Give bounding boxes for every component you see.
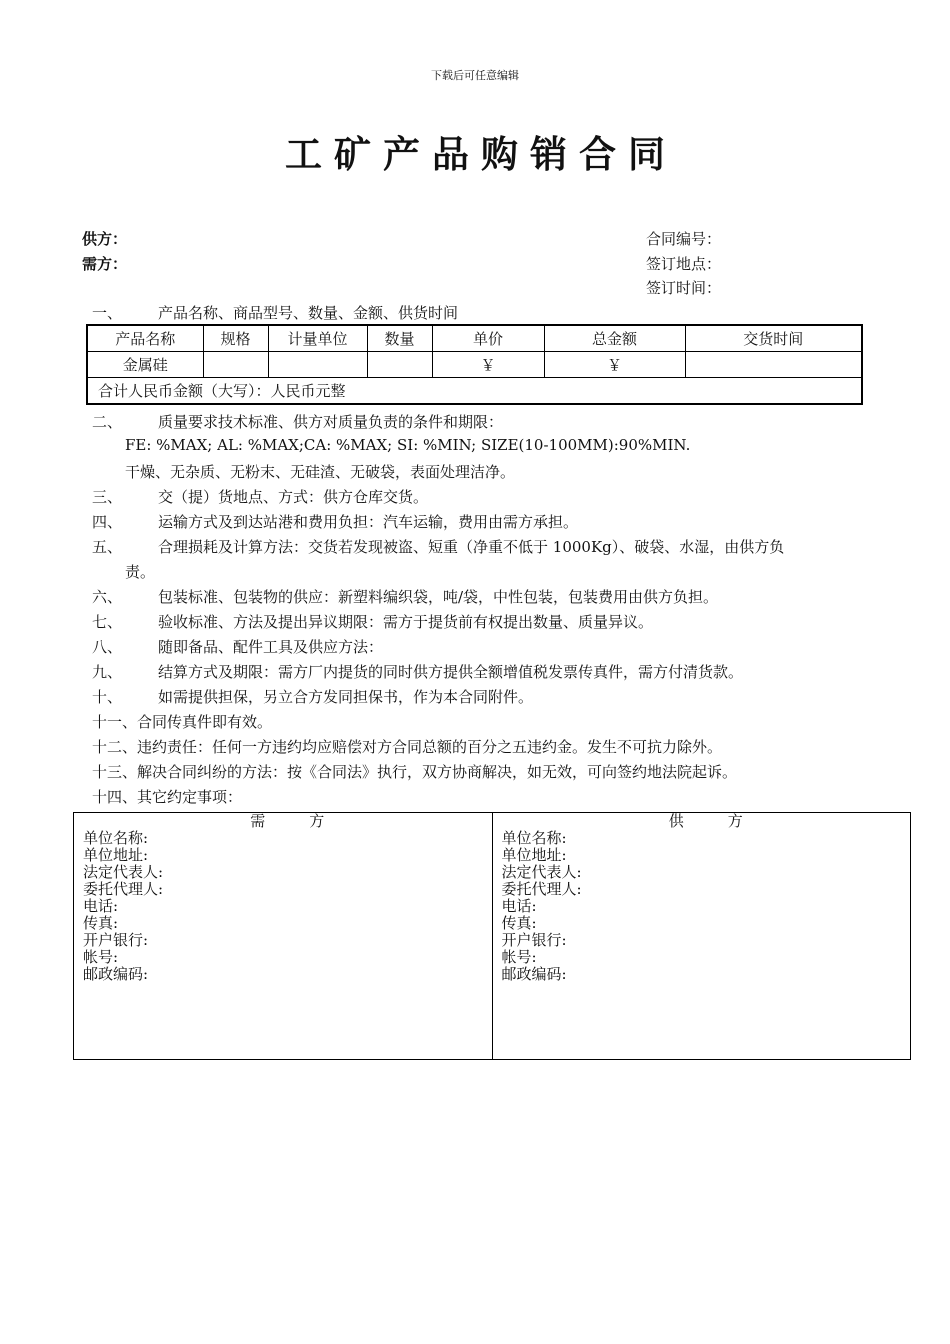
header-cell: 产品名称 [87,325,203,352]
section-text: 质量要求技术标准、供方对质量负责的条件和期限： [158,413,504,431]
section-text: 包装标准、包装物的供应：新塑料编织袋，吨/袋，中性包装，包装费用由供方负担。 [158,588,719,606]
section-number: 五、 [92,538,123,556]
field-postcode: 邮政编码: [83,965,149,983]
table-cell: ￥ [432,352,544,378]
field-legal-rep: 法定代表人: [83,863,164,881]
signature-table [73,812,911,1060]
header-cell: 单价 [432,325,544,352]
table-cell: 金属硅 [87,352,203,378]
heading-char: 方 [727,812,743,830]
contract-number-label: 合同编号： [646,230,722,248]
supplier-party-block [492,813,911,1060]
table-cell [203,352,268,378]
table-cell: ￥ [544,352,685,378]
table-cell [268,352,367,378]
section-text: 运输方式及到达站港和费用负担：汽车运输，费用由需方承担。 [158,513,579,531]
section-8 [92,636,383,657]
field-agent: 委托代理人: [83,880,164,898]
product-table-header [87,325,862,352]
section-5 [92,536,784,557]
buyer-party-block [74,813,493,1060]
section-10 [92,686,533,707]
section-text: 产品名称、商品型号、数量、金额、供货时间 [158,304,459,322]
section-2 [92,411,503,432]
sign-place-label: 签订地点： [646,255,722,273]
section-14: 十四、其它约定事项： [92,788,243,806]
supplier-label: 供方： [82,230,128,248]
header-cell: 规格 [203,325,268,352]
section-text: 合理损耗及计算方法：交货若发现被盗、短重（净重不低于 1000Kg）、破袋、水湿，由供方负 [158,538,785,556]
header-cell: 数量 [367,325,432,352]
section-text: 如需提供担保，另立合方发同担保书，作为本合同附件。 [158,688,534,706]
product-table [86,324,863,405]
field-account: 帐号: [83,948,119,966]
section-number: 七、 [92,613,123,631]
field-bank: 开户银行: [83,931,149,949]
supplier-party-heading [502,813,911,830]
heading-char: 供 [668,812,684,830]
heading-char: 需 [250,812,266,830]
field-fax: 传真: [501,914,537,932]
section-number: 十、 [92,688,123,706]
section-text: 验收标准、方法及提出异议期限：需方于提货前有权提出数量、质量异议。 [158,613,654,631]
section-7 [92,611,653,632]
table-row [87,352,862,378]
section-3 [92,486,428,507]
field-fax: 传真: [83,914,119,932]
table-cell [685,352,862,378]
contract-title: 工矿产品购销合同 [285,132,677,176]
header-cell: 总金额 [544,325,685,352]
section-number: 二、 [92,413,123,431]
field-account: 帐号: [501,948,537,966]
header-cell: 交货时间 [685,325,862,352]
section-5-continued: 责。 [125,563,156,581]
section-13: 十三、解决合同纠纷的方法：按《合同法》执行，双方协商解决，如无效，可向签约地法院起诉。 [92,763,738,781]
table-total-row [87,378,862,405]
field-phone: 电话: [83,897,119,915]
section-text: 结算方式及期限：需方厂内提货的同时供方提供全额增值税发票传真件，需方付清货款。 [158,663,744,681]
section-11: 十一、合同传真件即有效。 [92,713,273,731]
section-4 [92,511,578,532]
field-postcode: 邮政编码: [501,965,567,983]
table-cell [367,352,432,378]
field-phone: 电话: [501,897,537,915]
sign-time-label: 签订时间： [646,279,722,297]
section-number: 八、 [92,638,123,656]
section-text: 交（提）货地点、方式：供方仓库交货。 [158,488,429,506]
section-number: 九、 [92,663,123,681]
header-cell: 计量单位 [268,325,367,352]
header-hint: 下载后可任意编辑 [431,69,519,82]
quality-spec-line: FE: %MAX; AL: %MAX;CA: %MAX; SI: %MIN; SIZE(10-100MM):90%MIN. [125,436,691,454]
field-unit-address: 单位地址: [501,846,567,864]
section-number: 四、 [92,513,123,531]
field-bank: 开户银行: [501,931,567,949]
section-number: 六、 [92,588,123,606]
field-unit-address: 单位地址: [83,846,149,864]
buyer-label: 需方： [82,255,128,273]
section-number: 一、 [92,304,123,322]
section-text: 随即备品、配件工具及供应方法： [158,638,384,656]
quality-desc-line: 干燥、无杂质、无粉末、无硅渣、无破袋，表面处理洁净。 [125,463,516,481]
section-number: 三、 [92,488,123,506]
field-legal-rep: 法定代表人: [501,863,582,881]
section-9 [92,661,743,682]
field-unit-name: 单位名称: [501,829,567,847]
field-agent: 委托代理人: [501,880,582,898]
section-1 [92,302,458,323]
heading-char: 方 [309,812,325,830]
buyer-party-heading [83,813,492,830]
field-unit-name: 单位名称: [83,829,149,847]
section-12: 十二、违约责任：任何一方违约均应赔偿对方合同总额的百分之五违约金。发生不可抗力除外。 [92,738,723,756]
section-6 [92,586,718,607]
total-amount-cell: 合计人民币金额（大写）：人民币元整 [87,378,862,405]
